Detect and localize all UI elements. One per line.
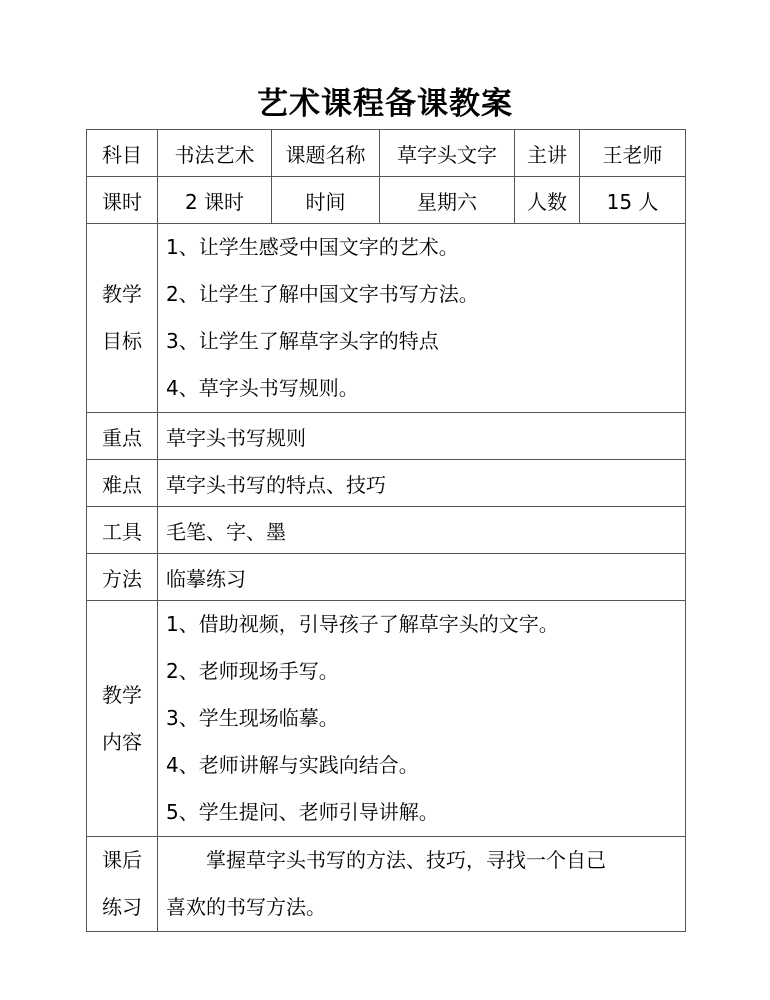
lesson-plan-table	[86, 129, 686, 932]
content-item: 1、借助视频，引导孩子了解草字头的文字。	[166, 612, 559, 636]
content-item: 4、老师讲解与实践向结合。	[166, 753, 419, 777]
content-label-line: 内容	[102, 729, 142, 754]
key-point-value: 草字头书写规则	[158, 413, 686, 460]
table-row	[87, 177, 686, 224]
topic-label: 课题名称	[272, 130, 380, 177]
table-row	[87, 224, 686, 413]
method-value: 临摹练习	[158, 554, 686, 601]
homework-line: 喜欢的书写方法。	[166, 895, 326, 919]
goal-item: 2、让学生了解中国文字书写方法。	[166, 282, 479, 306]
time-value: 星期六	[380, 177, 515, 224]
goal-item: 3、让学生了解草字头字的特点	[166, 329, 439, 353]
goal-item: 1、让学生感受中国文字的艺术。	[166, 235, 459, 259]
count-label: 人数	[515, 177, 580, 224]
goals-label-line: 目标	[102, 329, 142, 353]
homework-label-line: 课后	[102, 848, 142, 872]
method-label: 方法	[87, 554, 158, 601]
table-row	[87, 130, 686, 177]
difficulty-value: 草字头书写的特点、技巧	[158, 460, 686, 507]
homework-label	[87, 837, 158, 932]
teacher-label: 主讲	[515, 130, 580, 177]
page-title: 艺术课程备课教案	[257, 86, 513, 122]
goals-list	[158, 224, 686, 413]
key-point-label: 重点	[87, 413, 158, 460]
table-row	[87, 507, 686, 554]
goals-label-line: 教学	[102, 282, 142, 306]
hours-label: 课时	[87, 177, 158, 224]
content-list	[158, 601, 686, 837]
table-row	[87, 837, 686, 932]
tools-value: 毛笔、字、墨	[158, 507, 686, 554]
content-label-line: 教学	[102, 682, 142, 707]
table-row	[87, 554, 686, 601]
subject-value: 书法艺术	[158, 130, 272, 177]
content-item: 2、老师现场手写。	[166, 659, 339, 683]
goal-item: 4、草字头书写规则。	[166, 376, 359, 400]
subject-label: 科目	[87, 130, 158, 177]
table-row	[87, 460, 686, 507]
count-value: 15 人	[580, 177, 686, 224]
content-item: 3、学生现场临摹。	[166, 706, 339, 730]
goals-label	[87, 224, 158, 413]
time-label: 时间	[272, 177, 380, 224]
content-item: 5、学生提问、老师引导讲解。	[166, 800, 439, 824]
hours-value: 2 课时	[158, 177, 272, 224]
homework-label-line: 练习	[102, 895, 142, 919]
tools-label: 工具	[87, 507, 158, 554]
difficulty-label: 难点	[87, 460, 158, 507]
table-row	[87, 601, 686, 837]
table-row	[87, 413, 686, 460]
topic-value: 草字头文字	[380, 130, 515, 177]
homework-text	[158, 837, 686, 932]
content-label	[87, 601, 158, 837]
homework-line: 掌握草字头书写的方法、技巧，寻找一个自己	[206, 848, 606, 872]
teacher-value: 王老师	[580, 130, 686, 177]
